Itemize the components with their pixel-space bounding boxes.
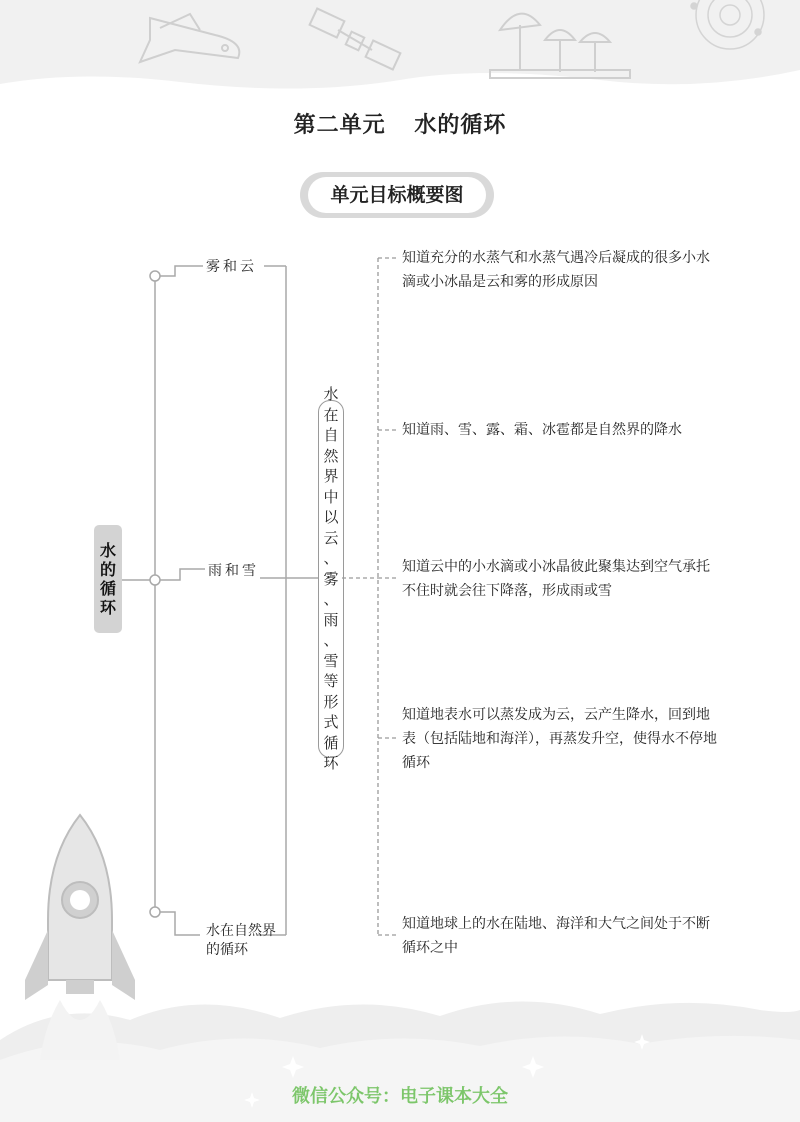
center-char: 然 xyxy=(323,446,339,465)
root-char: 水 xyxy=(99,541,116,560)
root-char: 环 xyxy=(99,598,116,617)
center-char: 循 xyxy=(323,733,339,752)
center-char: 界 xyxy=(323,467,339,486)
center-char: 雾 xyxy=(323,569,339,588)
section-title: 单元目标概要图 xyxy=(308,177,486,213)
unit-label: 第二单元 xyxy=(293,112,386,138)
center-char: 在 xyxy=(323,405,339,424)
center-char: 、 xyxy=(323,549,339,568)
center-char: 以 xyxy=(323,508,339,527)
center-char: 自 xyxy=(323,426,339,445)
center-char: 等 xyxy=(323,672,339,691)
center-char: 雨 xyxy=(323,610,339,629)
center-char: 环 xyxy=(323,754,339,773)
center-char: 式 xyxy=(323,713,339,732)
unit-title: 水的循环 xyxy=(414,112,507,138)
branch-fog-cloud: 雾和云 xyxy=(206,259,257,275)
goal-item: 知道充分的水蒸气和水蒸气遇冷后凝成的很多小水滴或小冰晶是云和雾的形成原因 xyxy=(402,250,710,290)
center-char: 中 xyxy=(323,487,339,506)
center-char: 雪 xyxy=(323,651,339,670)
root-char: 循 xyxy=(99,579,116,598)
root-char: 的 xyxy=(99,560,116,579)
goal-item: 知道地球上的水在陆地、海洋和大气之间处于不断循环之中 xyxy=(402,916,710,956)
branch-water-cycle xyxy=(206,922,276,960)
center-char: 形 xyxy=(323,692,339,711)
center-concept xyxy=(318,385,344,773)
wechat-watermark: 微信公众号：电子课本大全 xyxy=(292,1086,508,1107)
center-char: 云 xyxy=(323,528,339,547)
goal-item: 知道云中的小水滴或小冰晶彼此聚集达到空气承托不住时就会往下降落，形成雨或雪 xyxy=(402,559,710,599)
center-char: 、 xyxy=(323,590,339,609)
branch-rain-snow: 雨和雪 xyxy=(208,563,259,579)
center-char: 水 xyxy=(323,385,339,404)
goal-item: 知道雨、雪、露、霜、冰雹都是自然界的降水 xyxy=(402,422,682,438)
branch-label-line: 的循环 xyxy=(206,942,248,958)
goal-item: 知道地表水可以蒸发成为云，云产生降水，回到地表（包括陆地和海洋），再蒸发升空，使得水不停地循环 xyxy=(402,707,717,771)
center-char: 、 xyxy=(323,631,339,650)
mindmap-root xyxy=(94,525,122,633)
branch-label-line: 水在自然界 xyxy=(206,923,276,939)
